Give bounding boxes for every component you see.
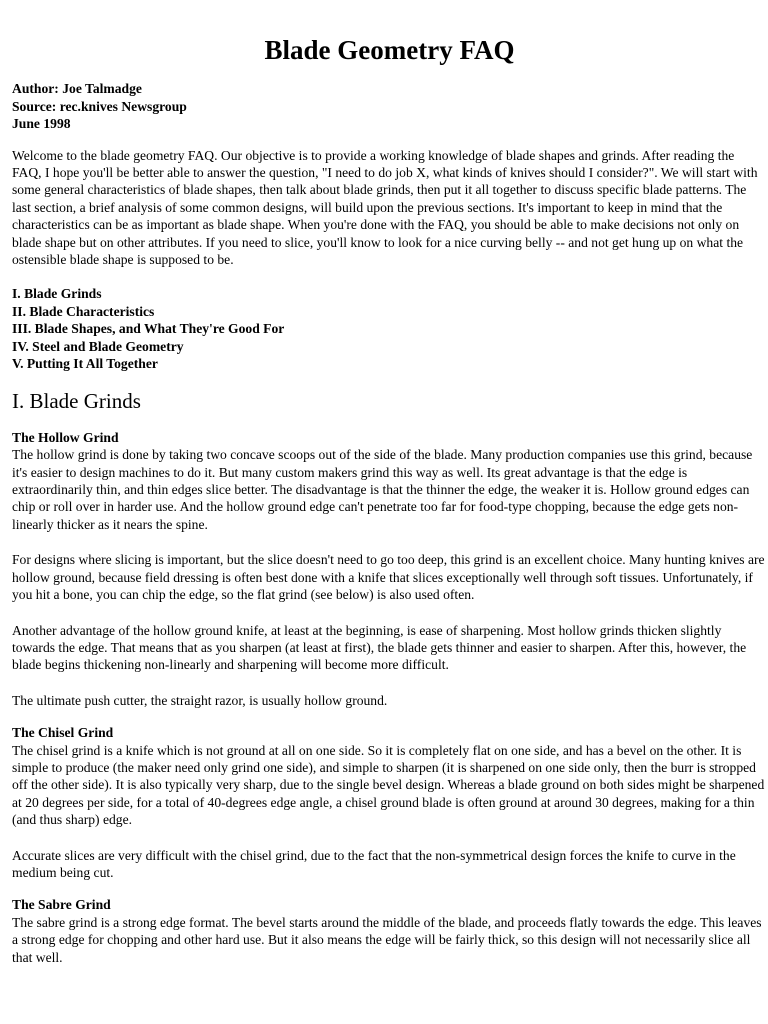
author-line: Author: Joe Talmadge (12, 81, 142, 96)
subheading-sabre-grind: The Sabre Grind (12, 897, 111, 913)
sabre-grind-paragraph-1: The sabre grind is a strong edge format. The bevel starts around the middle of the blade, and proceeds flatly towards the edge. This leaves a strong edge for chopping and other hard use. But it also means the edge will be fairly thick, so this design will not necessarily slice all that well. (12, 914, 762, 965)
toc-item: IV. Steel and Blade Geometry (12, 338, 184, 354)
chisel-grind-paragraph-1: The chisel grind is a knife which is not ground at all on one side. So it is completely flat on one side, and has a bevel on the other. It is simple to produce (the maker need only grind one side), and simple to sharpen (it is sharpened on one side only, then the burr is stropped off the other side). It is also typically very sharp, due to the single bevel design. Whereas a blade ground on both sides might be sharpened at 20 degrees per side, for a total of 40-degrees edge angle, a chisel ground blade is often ground at around 30 degrees, making for a thin (and thus sharp) edge. (12, 742, 765, 828)
chisel-grind-paragraph-2: Accurate slices are very difficult with the chisel grind, due to the fact that the non-symmetrical design forces the knife to curve in the medium being cut. (12, 847, 736, 880)
toc-item: II. Blade Characteristics (12, 303, 155, 319)
hollow-grind-paragraph-4: The ultimate push cutter, the straight razor, is usually hollow ground. (12, 692, 388, 708)
page-title: Blade Geometry FAQ (264, 35, 515, 65)
hollow-grind-paragraph-1: The hollow grind is done by taking two concave scoops out of the side of the blade. Many production companies use this grind, because it's easier to design machines to do it. But many custom makers grind this way as well. Its great advantage is that the edge is extraordinarily thin, and thin edges slice better. The disadvantage is that the thinner the edge, the weaker it is. Hollow ground edges can chip or roll over in harder use. And the hollow ground edge can't penetrate too far for food-type chopping, because the edge gets non-linearly thicker as it nears the spine. (12, 447, 753, 532)
toc-item: III. Blade Shapes, and What They're Good For (12, 321, 285, 337)
intro-paragraph: Welcome to the blade geometry FAQ. Our objective is to provide a working knowledge of blade shapes and grinds. After reading the FAQ, I hope you'll be better able to answer the question, "I need to do job X, what kinds of knives should I consider?". We will start with some general characteristics of blade shapes, then talk about blade grinds, then put it all together to discuss specific blade patterns. The last section, a brief analysis of some common designs, will build upon the previous sections. It's important to keep in mind that the characteristics can be as important as blade shape. When you're done with the FAQ, you should be able to make decisions not only on blade shape but on other attributes. If you need to slice, you'll know to look for a nice curving belly -- and not get hung up on what the ostensible blade shape is supposed to be. (12, 147, 758, 267)
toc-item: V. Putting It All Together (12, 356, 158, 372)
subheading-chisel-grind: The Chisel Grind (12, 725, 114, 741)
section-heading-blade-grinds: I. Blade Grinds (12, 388, 141, 413)
toc-item: I. Blade Grinds (12, 286, 102, 302)
hollow-grind-paragraph-3: Another advantage of the hollow ground knife, at least at the beginning, is ease of sharpening. Most hollow grinds thicken slightly towards the edge. That means that as you sharpen (at least at first), the blade gets thinner and easier to sharpen. After this, however, the blade begins thickening non-linearly and sharpening will become more difficult. (12, 622, 747, 673)
subheading-hollow-grind: The Hollow Grind (12, 429, 119, 445)
document-meta (12, 80, 767, 133)
date-line: June 1998 (12, 116, 71, 131)
source-line: Source: rec.knives Newsgroup (12, 98, 187, 114)
table-of-contents (12, 285, 767, 373)
hollow-grind-paragraph-2: For designs where slicing is important, but the slice doesn't need to go too deep, this grind is an excellent choice. Many hunting knives are hollow ground, because field dressing is often best done with a knife that slices exceptionally well through soft tissues. Unfortunately, if you hit a bone, you can chip the edge, so the flat grind (see below) is also used often. (12, 552, 765, 603)
